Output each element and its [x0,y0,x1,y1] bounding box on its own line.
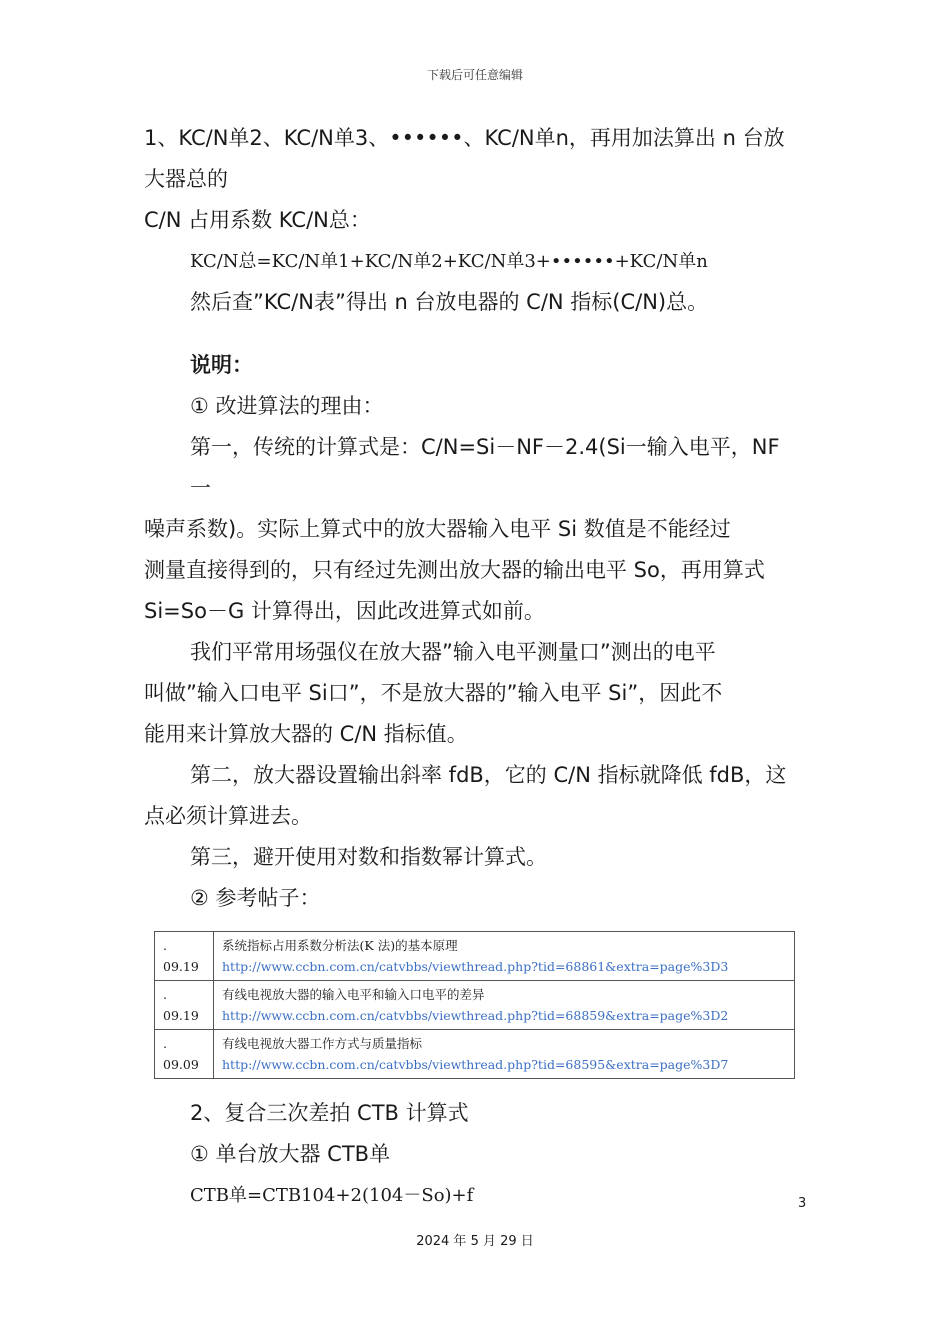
ref-info-cell [214,981,795,1030]
ref-title: 有线电视放大器的输入电平和输入口电平的差异 [222,987,485,1002]
ref-link[interactable]: http://www.ccbn.com.cn/catvbbs/viewthread.php?tid=68861&extra=page%3D3 [222,959,729,974]
item-refs: ② 参考帖子： [190,886,321,910]
heading-note: 说明： [190,353,253,377]
we-line2: 叫做”输入口电平 Si口”，不是放大器的”输入电平 Si”，因此不 [144,681,723,705]
ref-info-cell [214,1030,795,1079]
para1-line2: C/N 占用系数 KC/N总： [144,208,371,232]
document-body [144,118,799,1216]
ref-title: 系统指标占用系数分析法(K 法)的基本原理 [222,938,458,953]
first-line1: 第一，传统的计算式是：C/N=Si－NF－2.4(Si一输入电平，NF一 [190,435,780,500]
table-row [155,981,795,1030]
first-line4: Si=So－G 计算得出，因此改进算式如前。 [144,599,545,623]
ref-title: 有线电视放大器工作方式与质量指标 [222,1036,423,1051]
item-reason: ① 改进算法的理由： [190,394,384,418]
third-para: 第三，避开使用对数和指数幂计算式。 [190,845,547,869]
page-number: 3 [798,1196,807,1211]
second-line1: 第二，放大器设置输出斜率 fdB，它的 C/N 指标就降低 fdB，这 [190,763,787,787]
formula-ctb: CTB单=CTB104+2(104－So)+f [190,1185,474,1206]
ref-info-cell [214,932,795,981]
second-line2: 点必须计算进去。 [144,804,312,828]
ref-date-cell [155,1030,214,1079]
we-line3: 能用来计算放大器的 C/N 指标值。 [144,722,468,746]
item-ctb-single: ① 单台放大器 CTB单 [190,1142,391,1166]
reference-table [154,931,795,1079]
we-line1: 我们平常用场强仪在放大器”输入电平测量口”测出的电平 [190,640,716,664]
section2-heading: 2、复合三次差拍 CTB 计算式 [190,1101,469,1125]
para2: 然后查”KC/N表”得出 n 台放电器的 C/N 指标(C/N)总。 [190,290,709,314]
ref-date: 09.09 [163,1057,199,1072]
formula-kcn-total: KC/N总=KC/N单1+KC/N单2+KC/N单3+••••••+KC/N单n [190,251,708,272]
ref-date-cell [155,932,214,981]
ref-link[interactable]: http://www.ccbn.com.cn/catvbbs/viewthread.php?tid=68595&extra=page%3D7 [222,1057,729,1072]
ref-date-cell [155,981,214,1030]
ref-date: 09.19 [163,959,199,974]
ref-link[interactable]: http://www.ccbn.com.cn/catvbbs/viewthread.php?tid=68859&extra=page%3D2 [222,1008,729,1023]
para1-line1: 1、KC/N单2、KC/N单3、••••••、KC/N单n，再用加法算出 n 台放大器总的 [144,126,785,191]
table-row [155,1030,795,1079]
first-line3: 测量直接得到的，只有经过先测出放大器的输出电平 So，再用算式 [144,558,765,582]
page-header: 下载后可任意编辑 [426,68,523,82]
first-line2: 噪声系数)。实际上算式中的放大器输入电平 Si 数值是不能经过 [144,517,731,541]
ref-dot: . [163,1036,167,1051]
page-footer-date: 2024 年 5 月 29 日 [416,1234,534,1249]
ref-date: 09.19 [163,1008,199,1023]
ref-dot: . [163,987,167,1002]
table-row [155,932,795,981]
ref-dot: . [163,938,167,953]
